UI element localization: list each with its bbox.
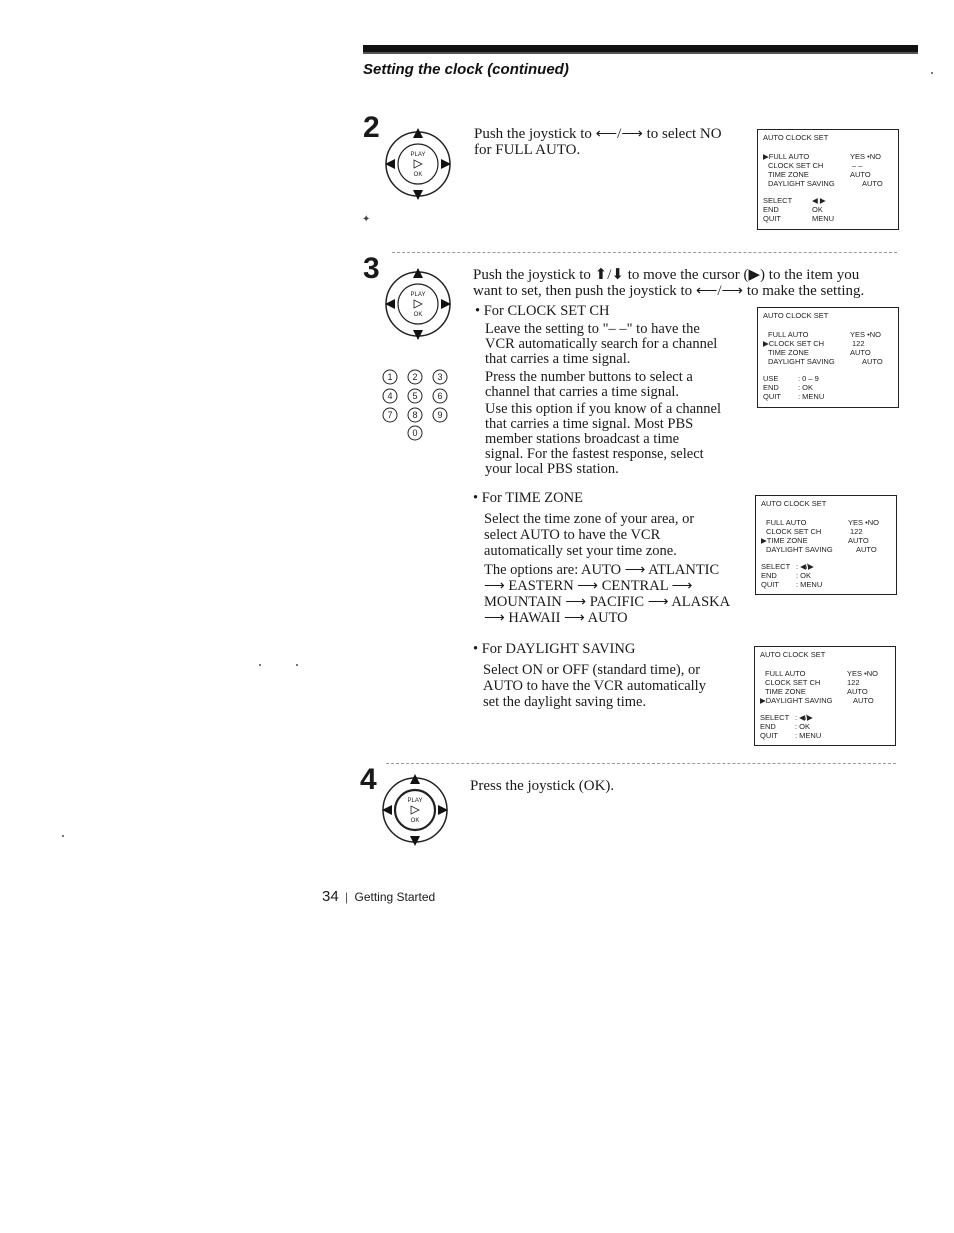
- osd-item: CLOCK SET CH: [766, 527, 822, 536]
- footer-section: Getting Started: [354, 890, 436, 904]
- keypad-key-7: 7: [387, 410, 393, 420]
- osd-footer-value: : 0 – 9: [798, 374, 819, 383]
- osd-value: AUTO: [856, 545, 877, 554]
- osd-footer-label: SELECT: [761, 562, 791, 571]
- osd-item: DAYLIGHT SAVING: [766, 545, 833, 554]
- osd-footer-label: END: [761, 571, 777, 580]
- keypad-key-4: 4: [387, 391, 393, 401]
- step-2-text: Push the joystick to ⟵/⟶ to select NO for FULL AUTO.: [474, 126, 722, 158]
- osd-value: AUTO: [848, 536, 869, 545]
- joystick-play-label: PLAY: [410, 152, 426, 158]
- joystick-icon: [383, 264, 453, 342]
- osd-item: DAYLIGHT SAVING: [768, 179, 835, 188]
- header-rule: [363, 45, 918, 52]
- osd-value: AUTO: [847, 687, 868, 696]
- osd-screen-clock-set-ch: [757, 307, 899, 408]
- step-divider: [392, 252, 897, 253]
- osd-item: TIME ZONE: [768, 348, 809, 357]
- scan-speck: [296, 664, 298, 666]
- joystick-icon: [380, 770, 450, 848]
- osd-footer-label: QUIT: [761, 580, 779, 589]
- osd-value: AUTO: [850, 170, 871, 179]
- osd-value: AUTO: [862, 179, 883, 188]
- osd-value: AUTO: [853, 696, 874, 705]
- osd-item: FULL AUTO: [768, 330, 809, 339]
- option-text-daylight-saving: Select ON or OFF (standard time), or AUTO to have the VCR automatically set the daylight saving time.: [483, 662, 706, 710]
- number-keypad-icon: [378, 367, 454, 443]
- osd-footer-label: SELECT: [763, 196, 793, 205]
- osd-title: AUTO CLOCK SET: [760, 650, 826, 659]
- osd-footer-label: END: [763, 205, 779, 214]
- osd-item: TIME ZONE: [768, 170, 809, 179]
- osd-footer-value: : ◀/▶: [796, 562, 814, 571]
- page-footer: [322, 888, 435, 905]
- osd-footer-value: : MENU: [795, 731, 822, 740]
- osd-item: ▶CLOCK SET CH: [763, 339, 825, 348]
- osd-value: 122: [850, 527, 863, 536]
- keypad-key-6: 6: [437, 391, 443, 401]
- osd-screen-full-auto: [757, 129, 899, 230]
- keypad-key-0: 0: [412, 428, 418, 438]
- osd-value: – –: [852, 161, 863, 170]
- osd-item: DAYLIGHT SAVING: [768, 357, 835, 366]
- option-text-clock-set-ch: Leave the setting to "– –" to have the VCR automatically search for a channel that carries a time signal. Press the number buttons to select a channel that carries a time signal. Use this option if you know of a channel that carries a time signal. Most PBS member stations broadcast a time signal. For the fastest response, select your local PBS station.: [485, 321, 721, 477]
- step-3-text: Push the joystick to ⬆/⬇ to move the cursor (▶) to the item you want to set, then push the joystick to ⟵/⟶ to make the setting.: [473, 267, 865, 299]
- osd-footer-label: QUIT: [763, 392, 781, 401]
- osd-item: ▶TIME ZONE: [761, 536, 808, 545]
- stray-mark: ✦: [362, 214, 371, 225]
- keypad-key-3: 3: [437, 372, 443, 382]
- osd-footer-value: : OK: [796, 571, 812, 580]
- joystick-ok-label: OK: [413, 172, 423, 178]
- osd-value: 122: [847, 678, 860, 687]
- osd-footer-label: END: [763, 383, 779, 392]
- osd-screen-time-zone: [755, 495, 897, 595]
- osd-footer-value: : OK: [795, 722, 811, 731]
- osd-value: YES •NO: [850, 152, 881, 161]
- osd-item: CLOCK SET CH: [765, 678, 821, 687]
- step-3-number: 3: [363, 252, 380, 285]
- osd-item: CLOCK SET CH: [768, 161, 824, 170]
- osd-footer-label: SELECT: [760, 713, 790, 722]
- keypad-key-2: 2: [412, 372, 418, 382]
- osd-footer-label: QUIT: [760, 731, 778, 740]
- footer-separator: |: [345, 890, 349, 904]
- osd-footer-value: : ◀/▶: [795, 713, 813, 722]
- osd-item: FULL AUTO: [765, 669, 806, 678]
- osd-footer-label: END: [760, 722, 776, 731]
- osd-footer-value: OK: [812, 205, 823, 214]
- osd-footer-value: MENU: [812, 214, 835, 223]
- osd-screen-daylight-saving: [754, 646, 896, 746]
- osd-title: AUTO CLOCK SET: [761, 499, 827, 508]
- step-divider: [386, 763, 896, 764]
- joystick-ok-label: OK: [413, 312, 423, 318]
- osd-value: YES •NO: [848, 518, 879, 527]
- osd-title: AUTO CLOCK SET: [763, 311, 829, 320]
- osd-item: ▶FULL AUTO: [763, 152, 810, 161]
- scan-speck: [259, 664, 261, 666]
- page-number: 34: [322, 888, 339, 905]
- osd-item: FULL AUTO: [766, 518, 807, 527]
- osd-footer-label: USE: [763, 374, 779, 383]
- osd-value: 122: [852, 339, 865, 348]
- osd-value: YES •NO: [850, 330, 881, 339]
- keypad-key-8: 8: [412, 410, 418, 420]
- osd-footer-value: : MENU: [796, 580, 823, 589]
- step-4-text: Press the joystick (OK).: [470, 778, 615, 794]
- scan-speck: [62, 835, 64, 837]
- keypad-key-9: 9: [437, 410, 443, 420]
- step-2-number: 2: [363, 111, 380, 144]
- scan-speck: [931, 72, 933, 74]
- option-heading-clock-set-ch: • For CLOCK SET CH: [475, 303, 610, 319]
- osd-footer-label: QUIT: [763, 214, 781, 223]
- osd-item: ▶DAYLIGHT SAVING: [760, 696, 833, 705]
- osd-footer-value: : MENU: [798, 392, 825, 401]
- osd-value: AUTO: [862, 357, 883, 366]
- osd-item: TIME ZONE: [765, 687, 806, 696]
- osd-title: AUTO CLOCK SET: [763, 133, 829, 142]
- step-4-number: 4: [360, 763, 377, 796]
- osd-value: AUTO: [850, 348, 871, 357]
- section-title: Setting the clock (continued): [363, 61, 569, 78]
- osd-value: YES •NO: [847, 669, 878, 678]
- option-text-time-zone: Select the time zone of your area, or select AUTO to have the VCR automatically set your time zone. The options are: AUTO ⟶ ATLANTIC ⟶ EASTERN ⟶ CENTRAL ⟶ MOUNTAIN ⟶ PACIFIC ⟶ ALASKA ⟶ HAWAII ⟶ AUTO: [484, 511, 731, 626]
- osd-footer-value: ◀ ▶: [812, 196, 826, 205]
- joystick-play-label: PLAY: [407, 798, 423, 804]
- keypad-key-5: 5: [412, 391, 418, 401]
- joystick-icon: [383, 124, 453, 202]
- option-heading-time-zone: • For TIME ZONE: [473, 490, 583, 506]
- option-heading-daylight-saving: • For DAYLIGHT SAVING: [473, 641, 636, 657]
- joystick-ok-label: OK: [410, 818, 420, 824]
- osd-footer-value: : OK: [798, 383, 814, 392]
- header-rule-shadow: [363, 52, 918, 54]
- keypad-key-1: 1: [387, 372, 393, 382]
- joystick-play-label: PLAY: [410, 292, 426, 298]
